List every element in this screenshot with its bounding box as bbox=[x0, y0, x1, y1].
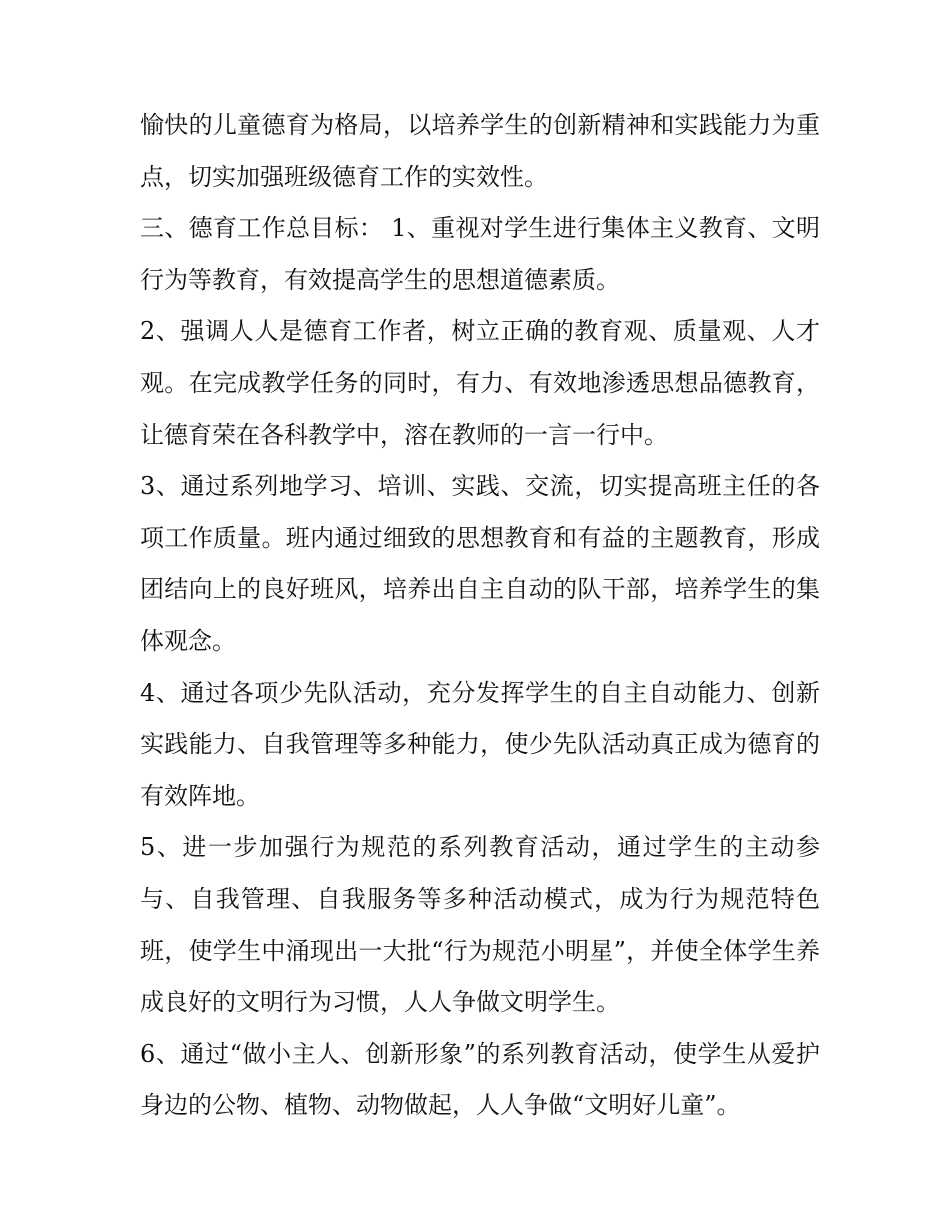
paragraph-goal-5: 5、进一步加强行为规范的系列教育活动，通过学生的主动参与、自我管理、自我服务等多种活动模式，成为行为规范特色班，使学生中涌现出一大批“行为规范小明星”，并使全体学生养成良好的文明行为习惯，人人争做文明学生。 bbox=[140, 833, 820, 1017]
paragraph-goal-6: 6、通过“做小主人、创新形象”的系列教育活动，使学生从爱护身边的公物、植物、动物做起，人人争做“文明好儿童”。 bbox=[140, 1039, 820, 1120]
paragraph-goal-3: 3、通过系列地学习、培训、实践、交流，切实提高班主任的各项工作质量。班内通过细致的思想教育和有益的主题教育，形成团结向上的良好班风，培养出自主自动的队干部，培养学生的集体观念。 bbox=[140, 472, 820, 655]
paragraph-goal-2: 2、强调人人是德育工作者，树立正确的教育观、质量观、人才观。在完成教学任务的同时，有力、有效地渗透思想品德教育，让德育荣在各科教学中，溶在教师的一言一行中。 bbox=[140, 317, 820, 449]
paragraph-section-3-goal-1: 三、德育工作总目标： 1、重视对学生进行集体主义教育、文明行为等教育，有效提高学生的思想道德素质。 bbox=[140, 214, 820, 294]
paragraph-intro: 愉快的儿童德育为格局，以培养学生的创新精神和实践能力为重点，切实加强班级德育工作的实效性。 bbox=[140, 111, 820, 191]
paragraph-goal-4: 4、通过各项少先队活动，充分发挥学生的自主自动能力、创新实践能力、自我管理等多种能力，使少先队活动真正成为德育的有效阵地。 bbox=[140, 678, 820, 810]
document-body bbox=[140, 100, 820, 1132]
